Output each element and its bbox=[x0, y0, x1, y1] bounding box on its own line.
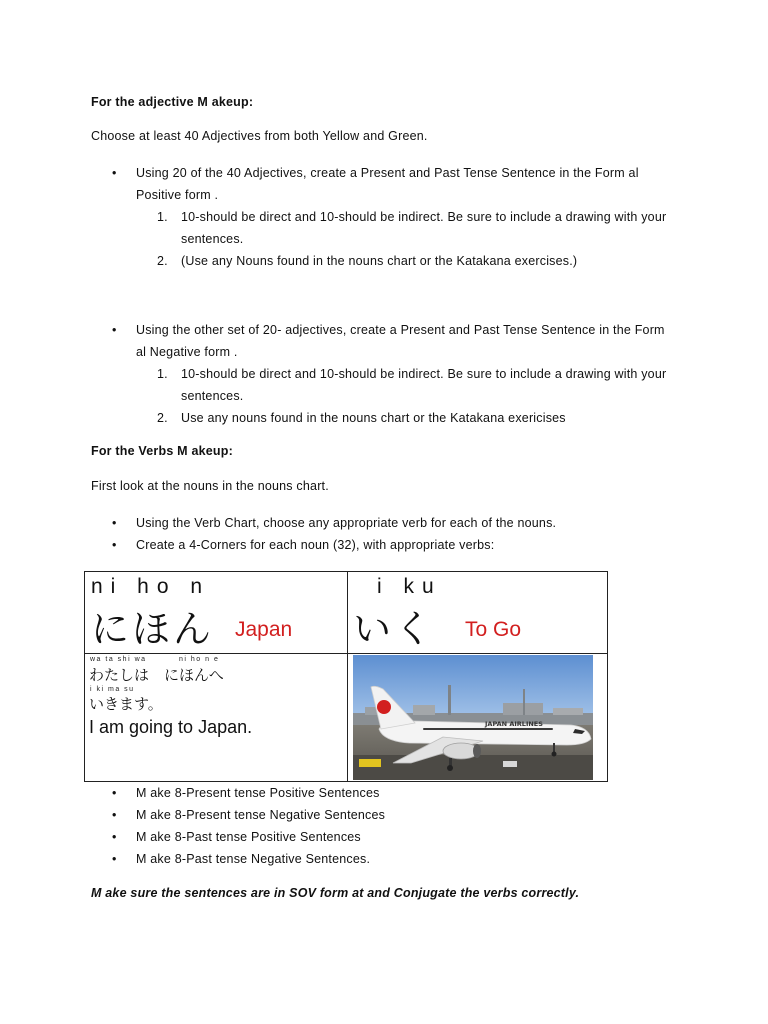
bullet-text: Using the Verb Chart, choose any appropriate verb for each of the nouns. bbox=[136, 516, 557, 530]
verb-english: To Go bbox=[465, 618, 522, 641]
sentence-kana-2: いきます。 bbox=[89, 695, 163, 713]
item-text: (Use any Nouns found in the nouns chart or the Katakana exercises.) bbox=[181, 254, 578, 268]
verb-kana: いく bbox=[353, 607, 436, 651]
tense-bullet-1 bbox=[112, 782, 672, 804]
closing-instruction: M ake sure the sentences are in SOV form at and Conjugate the verbs correctly. bbox=[91, 886, 580, 900]
verbs-intro: First look at the nouns in the nouns chart. bbox=[91, 479, 329, 493]
adjective-bullet-2-item-1 bbox=[157, 363, 677, 407]
item-number: 1. bbox=[157, 210, 168, 224]
bullet-dot: • bbox=[112, 323, 117, 337]
item-text: Use any nouns found in the nouns chart or the Katakana exericises bbox=[181, 411, 566, 425]
bullet-dot: • bbox=[112, 786, 117, 800]
bullet-dot: • bbox=[112, 852, 117, 866]
verbs-heading: For the Verbs M akeup: bbox=[91, 444, 233, 458]
noun-kana: にほん bbox=[91, 607, 215, 651]
item-number: 2. bbox=[157, 411, 168, 425]
sentence-english: I am going to Japan. bbox=[89, 717, 253, 737]
item-text: 10-should be direct and 10-should be indirect. Be sure to include a drawing with your sentences. bbox=[181, 367, 667, 403]
adjective-bullet-1-item-2 bbox=[157, 250, 677, 272]
sentence-kana-1: わたしは にほんへ bbox=[89, 666, 224, 684]
verb-romaji: i ku bbox=[377, 575, 442, 598]
airplane-photo bbox=[353, 655, 593, 780]
sentence-romaji-1a: wa ta shi wa bbox=[90, 656, 147, 663]
adjective-intro: Choose at least 40 Adjectives from both Yellow and Green. bbox=[91, 129, 428, 143]
livery-text: JAPAN AIRLINES bbox=[485, 720, 543, 728]
tense-bullet-4 bbox=[112, 848, 672, 870]
item-number: 1. bbox=[157, 367, 168, 381]
bullet-dot: • bbox=[112, 516, 117, 530]
bullet-text: M ake 8-Present tense Positive Sentences bbox=[136, 786, 380, 800]
bullet-dot: • bbox=[112, 808, 117, 822]
bullet-text: M ake 8-Past tense Negative Sentences. bbox=[136, 852, 371, 866]
bullet-dot: • bbox=[112, 830, 117, 844]
adjective-heading: For the adjective M akeup: bbox=[91, 95, 254, 109]
bullet-text: Using 20 of the 40 Adjectives, create a Present and Past Tense Sentence in the Form al Positive form . bbox=[136, 166, 639, 202]
bullet-text: M ake 8-Present tense Negative Sentences bbox=[136, 808, 386, 822]
noun-english: Japan bbox=[235, 618, 293, 641]
verbs-bullet-2 bbox=[112, 534, 672, 556]
bullet-text: Using the other set of 20- adjectives, create a Present and Past Tense Sentence in the Form al Negative form . bbox=[136, 323, 665, 359]
adjective-bullet-1-item-1 bbox=[157, 206, 677, 250]
tense-bullet-2 bbox=[112, 804, 672, 826]
table-divider-vertical bbox=[347, 572, 348, 781]
noun-romaji: ni ho n bbox=[91, 575, 211, 598]
bullet-text: M ake 8-Past tense Positive Sentences bbox=[136, 830, 361, 844]
adjective-bullet-1 bbox=[112, 162, 672, 206]
sentence-romaji-2: i ki ma su bbox=[90, 686, 135, 693]
table-divider-horizontal bbox=[85, 653, 607, 654]
bullet-dot: • bbox=[112, 166, 117, 180]
bullet-text: Create a 4-Corners for each noun (32), with appropriate verbs: bbox=[136, 538, 495, 552]
tense-bullet-3 bbox=[112, 826, 672, 848]
bullet-dot: • bbox=[112, 538, 117, 552]
item-text: 10-should be direct and 10-should be indirect. Be sure to include a drawing with your sentences. bbox=[181, 210, 667, 246]
adjective-bullet-2-item-2 bbox=[157, 407, 677, 429]
item-number: 2. bbox=[157, 254, 168, 268]
adjective-bullet-2 bbox=[112, 319, 672, 363]
verbs-bullet-1 bbox=[112, 512, 672, 534]
sentence-romaji-1b: ni ho n e bbox=[179, 656, 220, 663]
